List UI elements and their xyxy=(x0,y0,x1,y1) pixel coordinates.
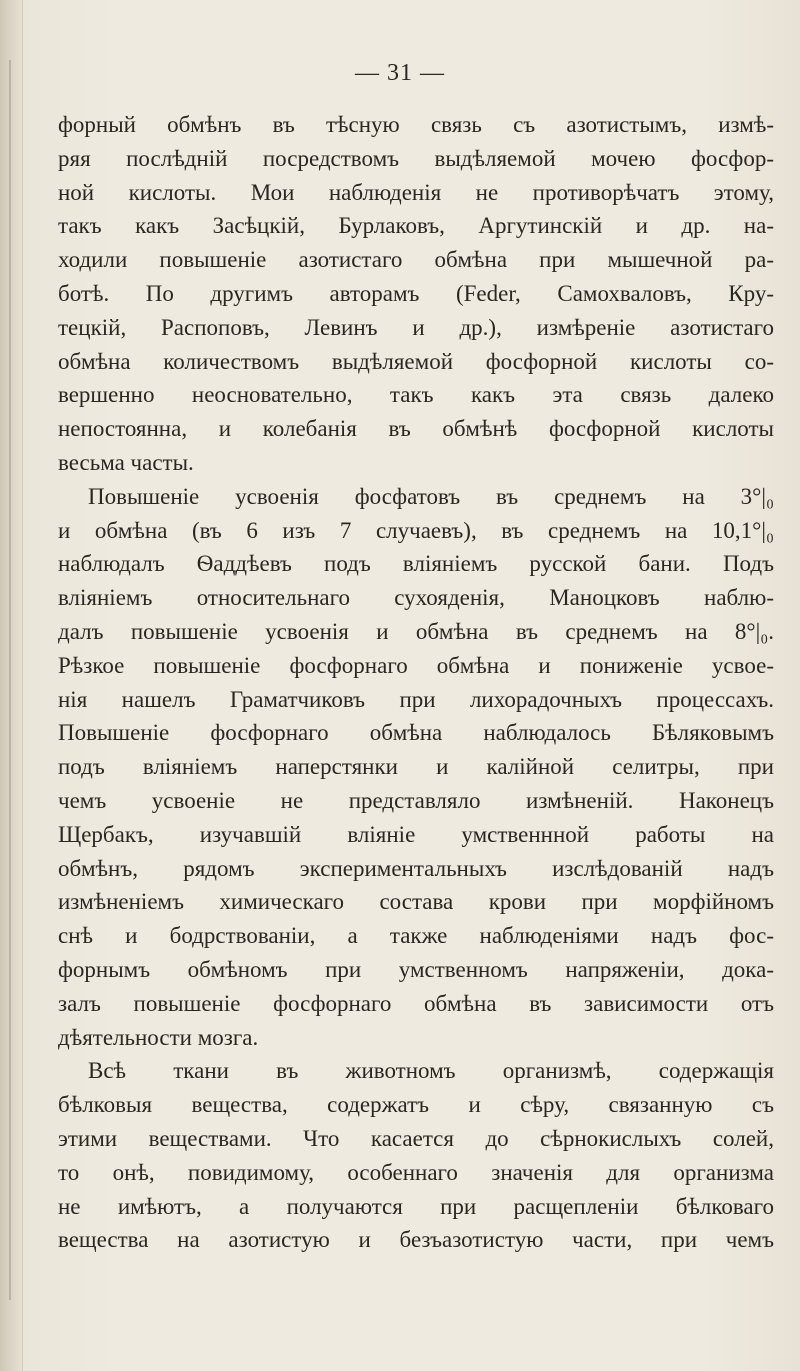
text-line: обмѣнъ, рядомъ экспериментальныхъ изслѣдованiй надъ xyxy=(58,855,774,881)
text-line: измѣненiемъ химическаго состава крови при морфiйномъ xyxy=(58,889,774,915)
text-line: бѣлковыя вещества, содержатъ и сѣру, связанную съ xyxy=(58,1092,774,1118)
text-line: форный обмѣнъ въ тѣсную связь съ азотистымъ, измѣ- xyxy=(58,112,774,137)
text-line: обмѣна количествомъ выдѣляемой фосфорной кислоты со- xyxy=(58,348,774,374)
text-line: дѣятельности мозга. xyxy=(58,1024,259,1050)
text-line: и обмѣна (въ 6 изъ 7 случаевъ), въ среднемъ на 10,1°|₀ xyxy=(58,517,774,543)
text-line: чемъ усвоенiе не представляло измѣненiй. Наконецъ xyxy=(58,787,774,813)
text-line: то онѣ, повидимому, особеннаго значенiя для организма xyxy=(58,1159,774,1185)
text-line: далъ повышенiе усвоенiя и обмѣна въ среднемъ на 8°|₀. xyxy=(58,618,774,644)
text-line: весьма часты. xyxy=(58,449,194,475)
text-line: наблюдалъ Ѳаддѣевъ подъ влiянiемъ русской бани. Подъ xyxy=(58,551,774,577)
text-line: этими веществами. Что касается до сѣрнокислыхъ солей, xyxy=(58,1125,774,1151)
text-line: непостоянна, и колебанiя въ обмѣнѣ фосфорной кислоты xyxy=(58,416,774,442)
text-line: снѣ и бодрствованiи, а также наблюденiями надъ фос- xyxy=(58,923,774,949)
text-line: подъ влiянiемъ наперстянки и калiйной селитры, при xyxy=(58,754,774,780)
text-line: ной кислоты. Мои наблюденiя не противорѣчатъ этому, xyxy=(58,179,774,205)
text-line: ряя послѣднiй посредствомъ выдѣляемой мочею фосфор- xyxy=(58,145,774,171)
text-line: влiянiемъ относительнаго сухояденiя, Маноцковъ наблю- xyxy=(58,585,774,611)
text-line: Щербакъ, изучавшiй влiянiе умственнной работы на xyxy=(58,821,774,847)
text-line: Повышенiе фосфорнаго обмѣна наблюдалось Бѣляковымъ xyxy=(58,720,774,746)
text-line: такъ какъ Засѣцкiй, Бурлаковъ, Аргутинскiй и др. на- xyxy=(58,213,774,239)
text-line: Всѣ ткани въ животномъ организмѣ, содержащiя xyxy=(88,1058,774,1084)
text-line: Рѣзкое повышенiе фосфорнаго обмѣна и пониженiе усвое- xyxy=(58,652,774,678)
text-line: ботѣ. По другимъ авторамъ (Feder, Самохваловъ, Кру- xyxy=(58,280,774,306)
text-line: форнымъ обмѣномъ при умственномъ напряженiи, дока- xyxy=(58,956,774,982)
text-line: вершенно неосновательно, такъ какъ эта связь далеко xyxy=(58,382,774,408)
page-text xyxy=(58,108,774,1257)
text-line: тецкiй, Распоповъ, Левинъ и др.), измѣренiе азотистаго xyxy=(58,314,774,340)
binding-shadow-line xyxy=(9,60,11,1300)
text-line: залъ повышенiе фосфорнаго обмѣна въ зависимости отъ xyxy=(58,990,774,1016)
page-binding-edge xyxy=(0,0,23,1371)
text-line: ходили повышенiе азотистаго обмѣна при мышечной ра- xyxy=(58,247,774,273)
page-number: — 31 — xyxy=(355,60,445,86)
text-line: не имѣютъ, а получаются при расщепленiи бѣлковаго xyxy=(58,1193,774,1219)
text-line: Повышенiе усвоенiя фосфатовъ въ среднемъ на 3°|₀ xyxy=(88,483,774,509)
text-line: вещества на азотистую и безъазотистую части, при чемъ xyxy=(58,1227,774,1253)
text-line: нiя нашелъ Граматчиковъ при лихорадочныхъ процессахъ. xyxy=(58,686,774,712)
